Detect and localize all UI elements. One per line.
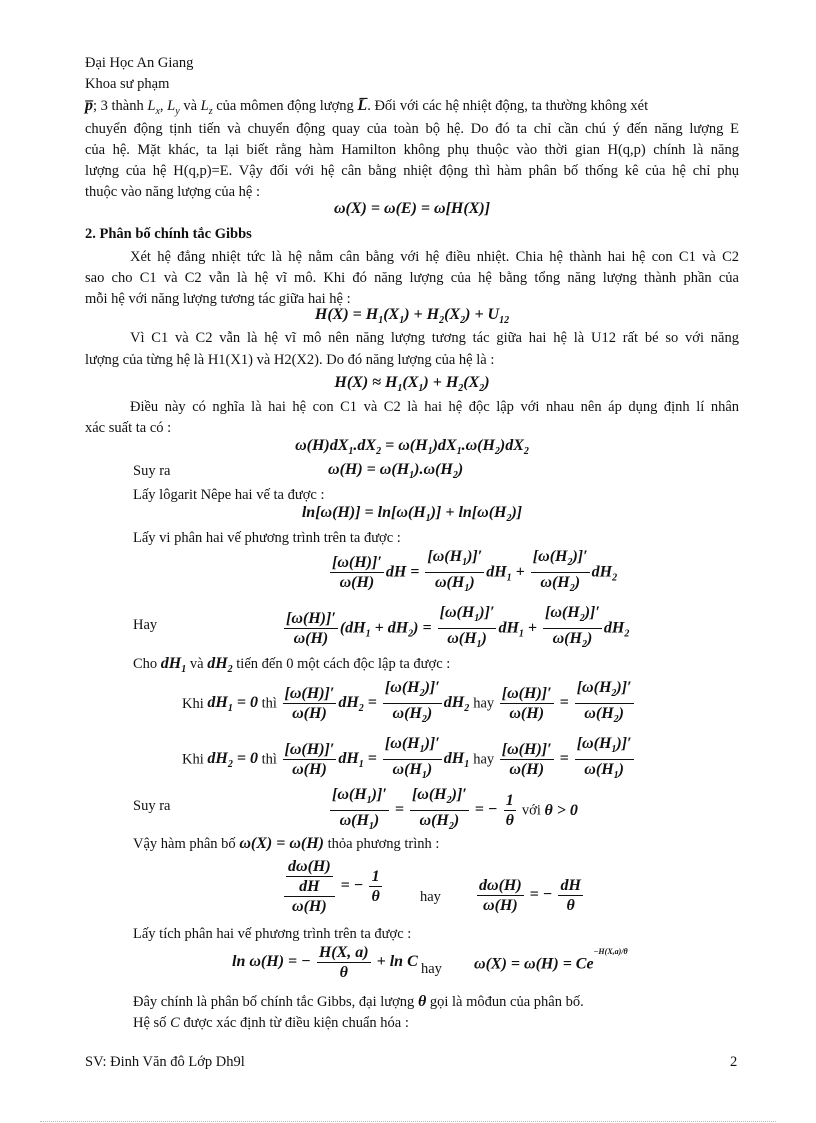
equation-omega-E: ω(X) = ω(E) = ω[H(X)]: [333, 200, 491, 217]
equation-theta: $\frac{[\omega(H_1)]'}{\omega(H_1)}$ = $\frac{[\omega(H_2)]'}{\omega(H_2)}$ = − $\frac{1}{\theta}$ với θ > 0: [332, 786, 578, 833]
label-logarit: Lấy lôgarit Nêpe hai vế ta được :: [133, 487, 325, 503]
para1-line3: của hệ. Mặt khác, ta lại biết rằng hàm Hamilton không phụ thuộc vào thời gian H(q,p) chính là năng: [85, 142, 739, 158]
label-hay-ode: hay: [420, 889, 441, 905]
vay-line: Vậy hàm phân bố ω(X) = ω(H) thỏa phương trình :: [133, 835, 440, 852]
label-hay: Hay: [133, 617, 158, 633]
faculty-name: Khoa sư phạm: [85, 76, 170, 92]
label-vi-phan: Lấy vi phân hai vế phương trình trên ta được :: [133, 530, 401, 546]
para4-line1: Điều này có nghĩa là hai hệ con C1 và C2 là hai hệ độc lập với nhau nên áp dụng định lí nhân: [130, 399, 739, 415]
equation-gibbs-2: $\omega(X) = \omega(H) = Ce^{-H(X,a)/\theta}$: [474, 947, 628, 973]
equation-H-approx: $H(X) \approx H_1(X_1) + H_2(X_2)$: [334, 374, 490, 395]
cho-line: Cho $dH_1$ và $dH_2$ tiến đến 0 một cách độc lập ta được :: [133, 655, 451, 676]
para1-line2: chuyển động tịnh tiến và chuyển động quay của toàn bộ hệ. Do đó ta chỉ cần chú ý đến năng lượng E: [85, 121, 739, 137]
section-title: 2. Phân bố chính tắc Gibbs: [85, 226, 252, 242]
equation-gibbs: ln ω(H) = − $\frac{H(X, a)}{\theta}$ + ln C: [232, 944, 418, 981]
para4-line2: xác suất ta có :: [85, 420, 172, 436]
equation-hay: $\frac{[\omega(H)]'}{\omega(H)}$ $(dH_1 + dH_2)$ = $\frac{[\omega(H_1)]'}{\omega(H_1)}$ $dH_1$ + $\frac{[\omega(H_2)]'}{\omega(H_2)}$ $dH_2$: [286, 604, 630, 651]
equation-derivative: $\frac{[\omega(H)]'}{\omega(H)}$ dH = $\frac{[\omega(H_1)]'}{\omega(H_1)}$ $dH_1$ + $\frac{[\omega(H_2)]'}{\omega(H_2)}$ $dH_2$: [332, 548, 618, 595]
para2-line1: Xét hệ đẳng nhiệt tức là hệ nằm cân bằng với hệ điều nhiệt. Chia hệ thành hai hệ con C1 và C2: [130, 249, 739, 265]
equation-ode-2: $\frac{d\omega(H)}{\omega(H)}$ = − $\frac{dH}{\theta}$: [479, 877, 581, 914]
label-tich-phan: Lấy tích phân hai vế phương trình trên ta được :: [133, 926, 412, 942]
equation-probability: $\omega(H)dX_1.dX_2 = \omega(H_1)dX_1.\omega(H_2)dX_2$: [295, 437, 529, 458]
label-hay-gibbs: hay: [421, 961, 442, 977]
para1-line1: p̅; 3 thành $L_x$, $L_y$ và $L_z$ của mômen động lượng L̅. Đối với các hệ nhiệt động, ta thường không xét: [85, 97, 649, 117]
equation-ode: $\frac{\frac{d\omega(H)}{dH}}{\omega(H)}$ = − $\frac{1}{\theta}$: [282, 857, 384, 916]
p-vector-symbol: p̅: [85, 97, 93, 114]
para1-line4: lượng của hệ H(q,p)=E. Vậy đối với hệ cân bằng nhiệt động thì hàm phân bố thống kê của hệ chỉ phụ: [85, 163, 739, 179]
footer-student: SV: Đinh Văn đô Lớp Dh9l: [85, 1054, 245, 1070]
school-name: Đại Học An Giang: [85, 55, 194, 71]
khi-dH2-line: Khi $dH_2 = 0$ thì $\frac{[\omega(H)]'}{\omega(H)}$ $dH_1$ = $\frac{[\omega(H_1)]'}{\omega(H_1)}$ $dH_1$ hay $\frac{[\omega(H)]'}{\omega(H)}$ = $\frac{[\omega(H_1)]'}{\omega(H_1)}$: [182, 735, 632, 782]
equation-H-sum: $H(X) = H_1(X_1) + H_2(X_2) + U_{12}$: [314, 306, 510, 327]
para3-line1: Vì C1 và C2 vẫn là hệ vĩ mô nên năng lượng tương tác giữa hai hệ là U12 rất bé so với năng: [130, 330, 739, 346]
label-suy-ra: Suy ra: [133, 463, 171, 479]
he-so-line: Hệ số C được xác định từ điều kiện chuẩn hóa :: [133, 1015, 409, 1031]
footer-page-number: 2: [730, 1054, 738, 1070]
gibbs-line: Đây chính là phân bố chính tắc Gibbs, đại lượng θ gọi là môđun của phân bố.: [133, 993, 584, 1010]
para3-line2: lượng của từng hệ là H1(X1) và H2(X2). Do đó năng lượng của hệ là :: [85, 352, 495, 368]
footer-rule: [40, 1121, 776, 1122]
equation-ln: $\ln[\omega(H)] = \ln[\omega(H_1)] + \ln[\omega(H_2)]$: [301, 504, 523, 525]
para2-line3: mỗi hệ với năng lượng tương tác giữa hai hệ :: [85, 291, 351, 307]
para1-line5: thuộc vào năng lượng của hệ :: [85, 184, 260, 200]
label-suy-ra-2: Suy ra: [133, 798, 171, 814]
equation-product: $\omega(H) = \omega(H_1).\omega(H_2)$: [328, 461, 464, 482]
khi-dH1-line: Khi $dH_1 = 0$ thì $\frac{[\omega(H)]'}{\omega(H)}$ $dH_2$ = $\frac{[\omega(H_2)]'}{\omega(H_2)}$ $dH_2$ hay $\frac{[\omega(H)]'}{\omega(H)}$ = $\frac{[\omega(H_2)]'}{\omega(H_2)}$: [182, 679, 632, 726]
para2-line2: sao cho C1 và C2 vẫn là hệ vĩ mô. Khi đó năng lượng của hệ bằng tổng năng lượng thành phần của: [85, 270, 739, 286]
